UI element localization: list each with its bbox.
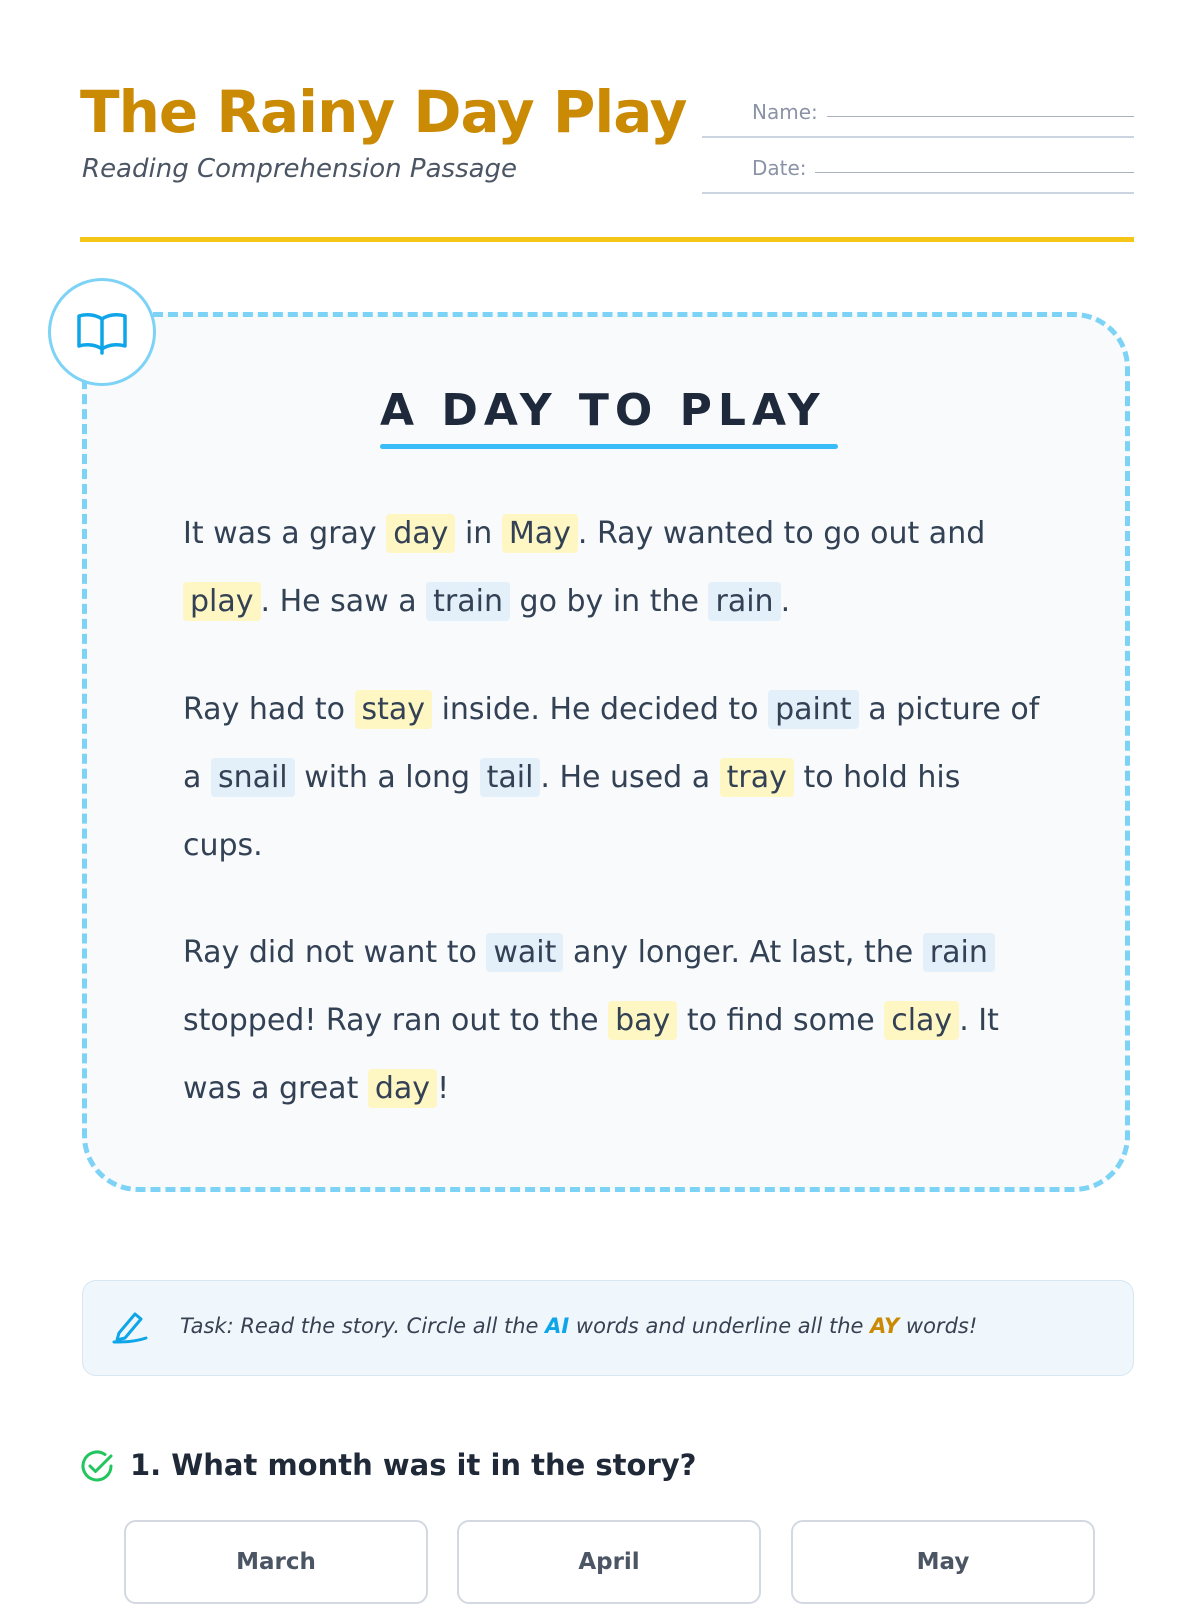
date-label: Date: <box>752 156 807 180</box>
ay-word: stay <box>355 690 433 729</box>
name-label: Name: <box>752 100 818 124</box>
book-badge <box>48 278 156 386</box>
date-write-line <box>815 172 1134 173</box>
story-text: a picture of a <box>183 692 1040 795</box>
task-suffix: words! <box>905 1314 978 1338</box>
story-text: with a long <box>304 760 471 795</box>
story-text: . Ray wanted to go out and <box>577 516 986 551</box>
task-ai-label: AI <box>545 1314 570 1338</box>
book-open-icon <box>75 309 129 355</box>
task-ay-label: AY <box>870 1314 900 1338</box>
story-text: in <box>464 516 493 551</box>
task-instructions <box>180 1314 977 1338</box>
story-text: stopped! Ray ran out to the <box>183 1003 599 1038</box>
ay-word: play <box>183 582 261 621</box>
ay-word: tray <box>720 758 794 797</box>
ay-word: day <box>386 514 455 553</box>
ay-word: May <box>502 514 578 553</box>
story-text: to hold his cups. <box>183 760 961 863</box>
worksheet-subtitle: Reading Comprehension Passage <box>82 154 518 184</box>
ay-word: day <box>368 1069 437 1108</box>
ai-word: rain <box>923 933 995 972</box>
story-title-underline <box>380 444 838 449</box>
ai-word: paint <box>768 690 859 729</box>
ay-word: bay <box>608 1001 677 1040</box>
ai-word: wait <box>486 933 563 972</box>
name-field[interactable] <box>702 100 1134 138</box>
name-write-line <box>827 116 1134 117</box>
story-text: . He used a <box>540 760 711 795</box>
date-field[interactable] <box>702 156 1134 194</box>
ai-word: tail <box>480 758 541 797</box>
story-title: A DAY TO PLAY <box>380 385 826 436</box>
worksheet-title: The Rainy Day Play <box>80 78 687 146</box>
ay-word: clay <box>884 1001 959 1040</box>
ai-word: snail <box>211 758 295 797</box>
ai-word: rain <box>708 582 780 621</box>
answer-option-may[interactable]: May <box>791 1520 1095 1604</box>
story-text: . <box>780 584 791 619</box>
header-divider <box>80 237 1134 242</box>
question-1: 1. What month was it in the story? <box>130 1448 697 1482</box>
answer-option-march[interactable]: March <box>124 1520 428 1604</box>
story-text: go by in the <box>519 584 699 619</box>
story-text: ! <box>437 1071 450 1106</box>
pen-icon <box>110 1306 150 1346</box>
check-circle-icon <box>80 1449 114 1483</box>
story-paragraph-1 <box>183 500 1043 636</box>
story-text: inside. He decided to <box>441 692 759 727</box>
story-paragraph-2 <box>183 676 1043 880</box>
story-text: . He saw a <box>260 584 417 619</box>
story-text: . It was a great <box>183 1003 999 1106</box>
story-text: any longer. At last, the <box>572 935 914 970</box>
ai-word: train <box>426 582 510 621</box>
answer-option-april[interactable]: April <box>457 1520 761 1604</box>
task-prefix: Task: Read the story. Circle all the <box>180 1314 539 1338</box>
story-text: It was a gray <box>183 516 377 551</box>
task-middle: words and underline all the <box>575 1314 864 1338</box>
story-text: to find some <box>686 1003 875 1038</box>
story-text: Ray had to <box>183 692 345 727</box>
story-text: Ray did not want to <box>183 935 477 970</box>
story-paragraph-3 <box>183 919 1043 1123</box>
